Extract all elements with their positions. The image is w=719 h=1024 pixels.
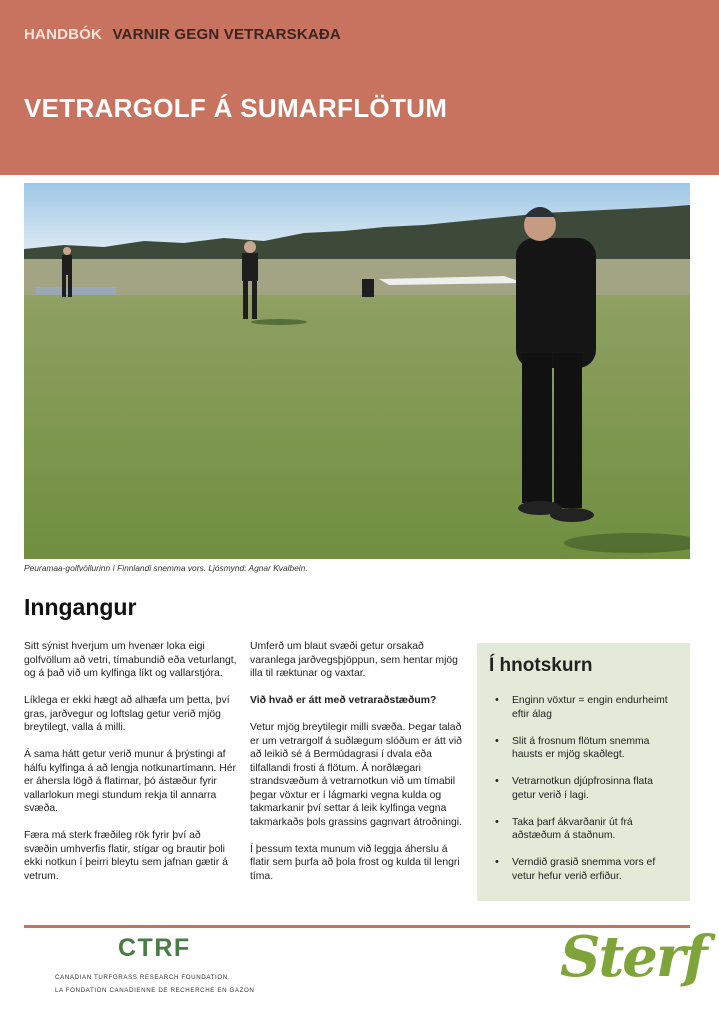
intro-paragraph: Sitt sýnist hverjum um hvenær loka eigi golfvöllum að vetri, tímabundið eða veturlangt, og á það við um kylfinga líkt og vallarstjóra.: [24, 641, 237, 679]
ctrf-name-fr: LA FONDATION CANADIENNE DE RECHERCHE EN GAZON: [55, 987, 255, 994]
header-kicker: [24, 26, 341, 43]
photo-caption: Peuramaa-golfvöllurinn í Finnlandi snemma vors. Ljósmynd: Agnar Kvalbein.: [24, 563, 308, 573]
summary-item: • Verndið grasið snemma vors ef vetur hefur verið erfiður.: [489, 856, 678, 883]
summary-heading: Í hnotskurn: [489, 655, 593, 676]
ctrf-logo: CTRF: [118, 934, 191, 962]
section-heading-intro: Inngangur: [24, 594, 137, 620]
page-title: VETRARGOLF Á SUMARFLÖTUM: [24, 93, 448, 123]
summary-box: [477, 643, 690, 901]
intro-paragraph: Vetur mjög breytilegir milli svæða. Þegar talað er um vetrargolf á suðlægum slóðum er átt við að leikið sé á Bermúdagrasi í dvala eða tilfallandi frosti á flötum. Á norðlægari strandsvæðum á vetrarnotkun við um tímabil þegar vöxtur er í lágmarki vegna kulda og takmarkanir því settar á leik kylfinga vegna takmarkaðs þols grassins gagnvart átroðningi.: [250, 722, 462, 828]
summary-item: • Slit á frosnum flötum snemma hausts er mjög skaðlegt.: [489, 735, 678, 762]
summary-list: [489, 694, 678, 883]
subheading-winter-conditions: Við hvað er átt með vetraraðstæðum?: [250, 695, 437, 706]
sterf-logo: Sterf: [560, 924, 706, 990]
kicker-series: HANDBÓK: [24, 26, 103, 43]
summary-item: • Taka þarf ákvarðanir út frá aðstæðum á staðnum.: [489, 816, 678, 843]
summary-item: • Vetrarnotkun djúpfrosinna flata getur verið í lagi.: [489, 775, 678, 802]
kicker-topic: VARNIR GEGN VETRARSKAÐA: [112, 26, 341, 43]
summary-item: • Enginn vöxtur = engin endurheimt eftir álag: [489, 694, 678, 721]
intro-paragraph: Í þessum texta munum við leggja áherslu á flatir sem þurfa að þola frost og kulda til lengri tíma.: [250, 843, 460, 882]
intro-paragraph: Líklega er ekki hægt að alhæfa um þetta, því gras, jarðvegur og loftslag getur verið mjög breytilegt, valla á milli.: [24, 695, 230, 733]
intro-paragraph: Færa má sterk fræðileg rök fyrir því að svæðin umhverfis flatir, stígar og brautir þoli ekki notkun í þeirri bleytu sem jafnan gætir á vetrum.: [24, 830, 228, 882]
intro-paragraph: Umferð um blaut svæði getur orsakað varanlega jarðvegsþjöppun, sem hentar mjög illa til ræktunar og vaxtar.: [250, 641, 458, 679]
ctrf-name-en: CANADIAN TURFGRASS RESEARCH FOUNDATION: [55, 974, 228, 981]
intro-paragraph: Á sama hátt getur verið munur á þrýstingi af hálfu kylfinga á að lengja notkunartímann. Hér er áhersla lögð á flatirnar, þó ástæður fyrir vallarlokun megi stundum rekja til annarra svæða.: [24, 749, 236, 814]
intro-column-2: [250, 640, 463, 897]
golf-course-photo: [24, 183, 690, 559]
header-banner: [0, 0, 719, 175]
intro-column-1: [24, 640, 237, 897]
